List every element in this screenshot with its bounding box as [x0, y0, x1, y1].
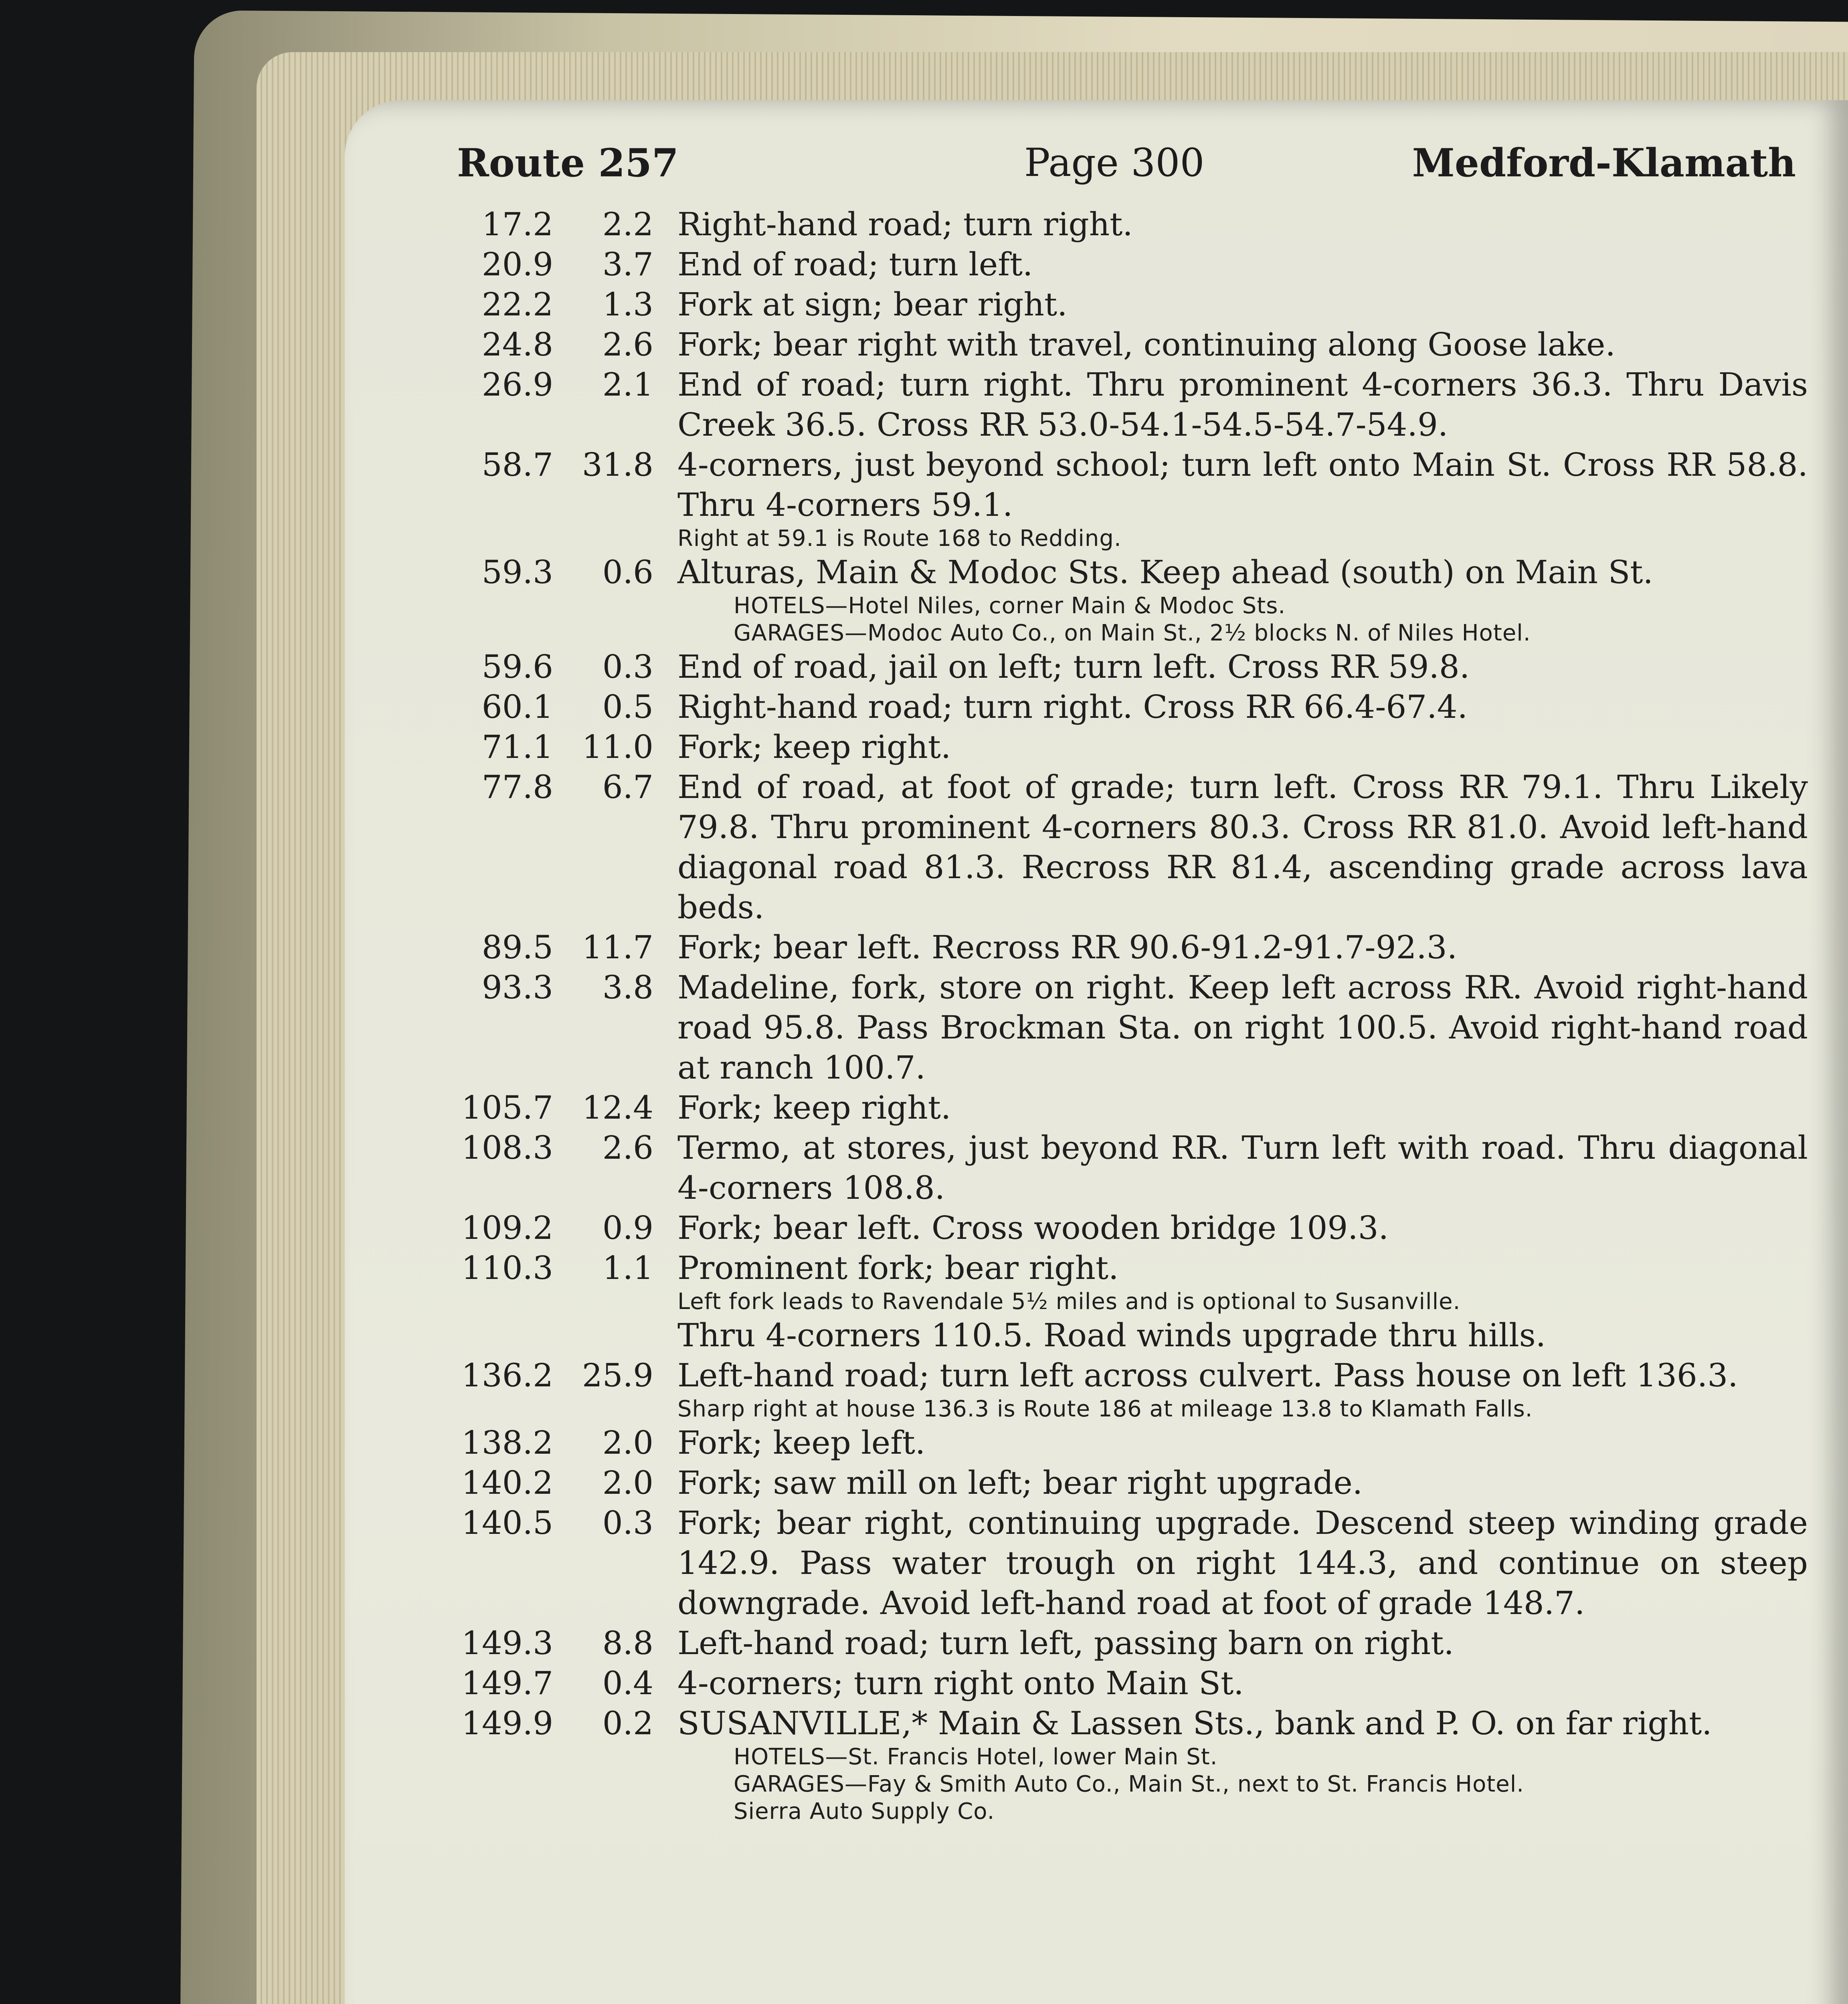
page-number: Page 300: [1024, 140, 1205, 185]
table-row: [445, 244, 1808, 285]
total-mileage: 59.3: [481, 554, 553, 591]
table-row: [445, 1623, 1808, 1663]
hotels-note: HOTELS—St. Francis Hotel, lower Main St.: [734, 1744, 1218, 1770]
route-instruction: Fork; bear right with travel, continuing along Goose lake.: [677, 326, 1615, 363]
route-instruction: Left-hand road; turn left across culvert. Pass house on left 136.3.: [677, 1357, 1738, 1394]
route-instruction: Madeline, fork, store on right. Keep left across RR. Avoid right-hand road 95.8. Pass Brockman Sta. on right 100.5. Avoid right-hand road at ranch 100.7.: [677, 969, 1808, 1086]
table-row: [445, 365, 1808, 445]
distance-between: 2.2: [602, 206, 653, 243]
section-title: Medford-Klamath: [1412, 140, 1796, 186]
distance-between: 0.9: [602, 1209, 653, 1246]
hotels-note: HOTELS—Hotel Niles, corner Main & Modoc Sts.: [734, 593, 1286, 619]
table-row: [445, 968, 1808, 1088]
distance-between: 3.7: [602, 246, 653, 283]
table-row: [445, 204, 1808, 244]
total-mileage: 149.9: [461, 1705, 553, 1742]
route-instruction: Right-hand road; turn right. Cross RR 66.4-67.4.: [677, 688, 1468, 725]
total-mileage: 105.7: [461, 1089, 553, 1126]
total-mileage: 24.8: [481, 326, 553, 363]
route-instruction: End of road; turn left.: [677, 246, 1033, 283]
distance-between: 8.8: [602, 1624, 653, 1662]
route-instruction-continued: Thru 4-corners 110.5. Road winds upgrade thru hills.: [677, 1317, 1546, 1354]
distance-between: 31.8: [582, 446, 653, 483]
route-instruction: Fork; saw mill on left; bear right upgrade.: [677, 1464, 1363, 1501]
table-row: [445, 767, 1808, 927]
route-instruction: Alturas, Main & Modoc Sts. Keep ahead (south) on Main St.: [677, 554, 1653, 591]
route-instruction: Fork; bear left. Recross RR 90.6-91.2-91.7-92.3.: [677, 929, 1458, 966]
total-mileage: 58.7: [481, 446, 553, 483]
distance-between: 0.4: [602, 1665, 653, 1702]
total-mileage: 71.1: [481, 728, 553, 766]
total-mileage: 108.3: [461, 1129, 553, 1166]
table-row: [445, 1423, 1808, 1463]
table-row: [445, 1503, 1808, 1623]
route-note: Right at 59.1 is Route 168 to Redding.: [677, 525, 1122, 552]
total-mileage: 93.3: [481, 969, 553, 1006]
table-row: [445, 1208, 1808, 1248]
distance-between: 2.6: [602, 326, 653, 363]
route-instruction: 4-corners, just beyond school; turn left onto Main St. Cross RR 58.8. Thru 4-corners 59.1.: [677, 446, 1808, 523]
total-mileage: 138.2: [461, 1424, 553, 1461]
distance-between: 2.1: [602, 366, 653, 403]
total-mileage: 149.3: [461, 1624, 553, 1662]
route-instruction: End of road, at foot of grade; turn left. Cross RR 79.1. Thru Likely 79.8. Thru prominent 4-corners 80.3. Cross RR 81.0. Avoid left-hand diagonal road 81.3. Recross RR 81.4, ascending grade across lava beds.: [677, 768, 1808, 926]
distance-between: 25.9: [582, 1357, 653, 1394]
table-row: [445, 647, 1808, 687]
distance-between: 1.3: [602, 286, 653, 323]
garages-note: Sierra Auto Supply Co.: [734, 1798, 995, 1824]
total-mileage: 17.2: [481, 206, 553, 243]
route-instruction: Fork; bear right, continuing upgrade. Descend steep winding grade 142.9. Pass water trough on right 144.3, and continue on steep downgrade. Avoid left-hand road at foot of grade 148.7.: [677, 1504, 1808, 1622]
total-mileage: 22.2: [481, 286, 553, 323]
distance-between: 2.0: [602, 1424, 653, 1461]
table-row: [445, 1663, 1808, 1703]
total-mileage: 109.2: [461, 1209, 553, 1246]
route-note: Sharp right at house 136.3 is Route 186 at mileage 13.8 to Klamath Falls.: [677, 1396, 1533, 1422]
route-instruction: Fork; keep right.: [677, 728, 951, 766]
route-instruction: Right-hand road; turn right.: [677, 206, 1133, 243]
table-row: [445, 325, 1808, 365]
total-mileage: 140.2: [461, 1464, 553, 1501]
total-mileage: 20.9: [481, 246, 553, 283]
table-row: [445, 1703, 1808, 1743]
distance-between: 0.2: [602, 1705, 653, 1742]
route-instruction: Fork; keep right.: [677, 1089, 951, 1126]
table-row: [445, 1356, 1808, 1396]
table-row: [445, 285, 1808, 325]
total-mileage: 149.7: [461, 1665, 553, 1702]
distance-between: 6.7: [602, 768, 653, 806]
total-mileage: 136.2: [461, 1357, 553, 1394]
route-instruction: End of road; turn right. Thru prominent 4-corners 36.3. Thru Davis Creek 36.5. Cross RR 53.0-54.1-54.5-54.7-54.9.: [677, 366, 1808, 443]
route-instruction: Left-hand road; turn left, passing barn on right.: [677, 1624, 1454, 1662]
distance-between: 3.8: [602, 969, 653, 1006]
route-instruction: Fork at sign; bear right.: [677, 286, 1068, 323]
route-note: Left fork leads to Ravendale 5½ miles and is optional to Susanville.: [677, 1289, 1461, 1315]
distance-between: 1.1: [602, 1249, 653, 1287]
table-row: [445, 1128, 1808, 1208]
distance-between: 11.7: [582, 929, 653, 966]
total-mileage: 59.6: [481, 648, 553, 685]
table-row: [445, 445, 1808, 525]
table-row: [445, 1248, 1808, 1288]
route-instruction: 4-corners; turn right onto Main St.: [677, 1665, 1244, 1702]
total-mileage: 140.5: [461, 1504, 553, 1541]
route-instruction: SUSANVILLE,* Main & Lassen Sts., bank and P. O. on far right.: [677, 1705, 1712, 1742]
distance-between: 0.3: [602, 1504, 653, 1541]
distance-between: 2.6: [602, 1129, 653, 1166]
table-row: [445, 552, 1808, 592]
distance-between: 11.0: [582, 728, 653, 766]
table-row: [445, 727, 1808, 767]
total-mileage: 110.3: [461, 1249, 553, 1287]
table-row: [445, 1088, 1808, 1128]
route-number: Route 257: [457, 140, 679, 186]
route-instruction: Termo, at stores, just beyond RR. Turn left with road. Thru diagonal 4-corners 108.8.: [677, 1129, 1808, 1206]
total-mileage: 60.1: [481, 688, 553, 725]
garages-note: GARAGES—Modoc Auto Co., on Main St., 2½ blocks N. of Niles Hotel.: [734, 620, 1531, 646]
route-instruction: Prominent fork; bear right.: [677, 1249, 1119, 1287]
route-instruction: Fork; bear left. Cross wooden bridge 109.3.: [677, 1209, 1389, 1246]
total-mileage: 26.9: [481, 366, 553, 403]
route-log: [445, 204, 1808, 1825]
table-row: [445, 687, 1808, 727]
distance-between: 0.5: [602, 688, 653, 725]
garages-note: GARAGES—Fay & Smith Auto Co., Main St., next to St. Francis Hotel.: [734, 1771, 1524, 1797]
table-row: [445, 927, 1808, 968]
distance-between: 12.4: [582, 1089, 653, 1126]
page-header: [457, 140, 1796, 200]
total-mileage: 89.5: [481, 929, 553, 966]
total-mileage: 77.8: [481, 768, 553, 806]
distance-between: 2.0: [602, 1464, 653, 1501]
table-row: [445, 1463, 1808, 1503]
route-instruction: End of road, jail on left; turn left. Cross RR 59.8.: [677, 648, 1470, 685]
route-instruction: Fork; keep left.: [677, 1424, 926, 1461]
distance-between: 0.3: [602, 648, 653, 685]
distance-between: 0.6: [602, 554, 653, 591]
